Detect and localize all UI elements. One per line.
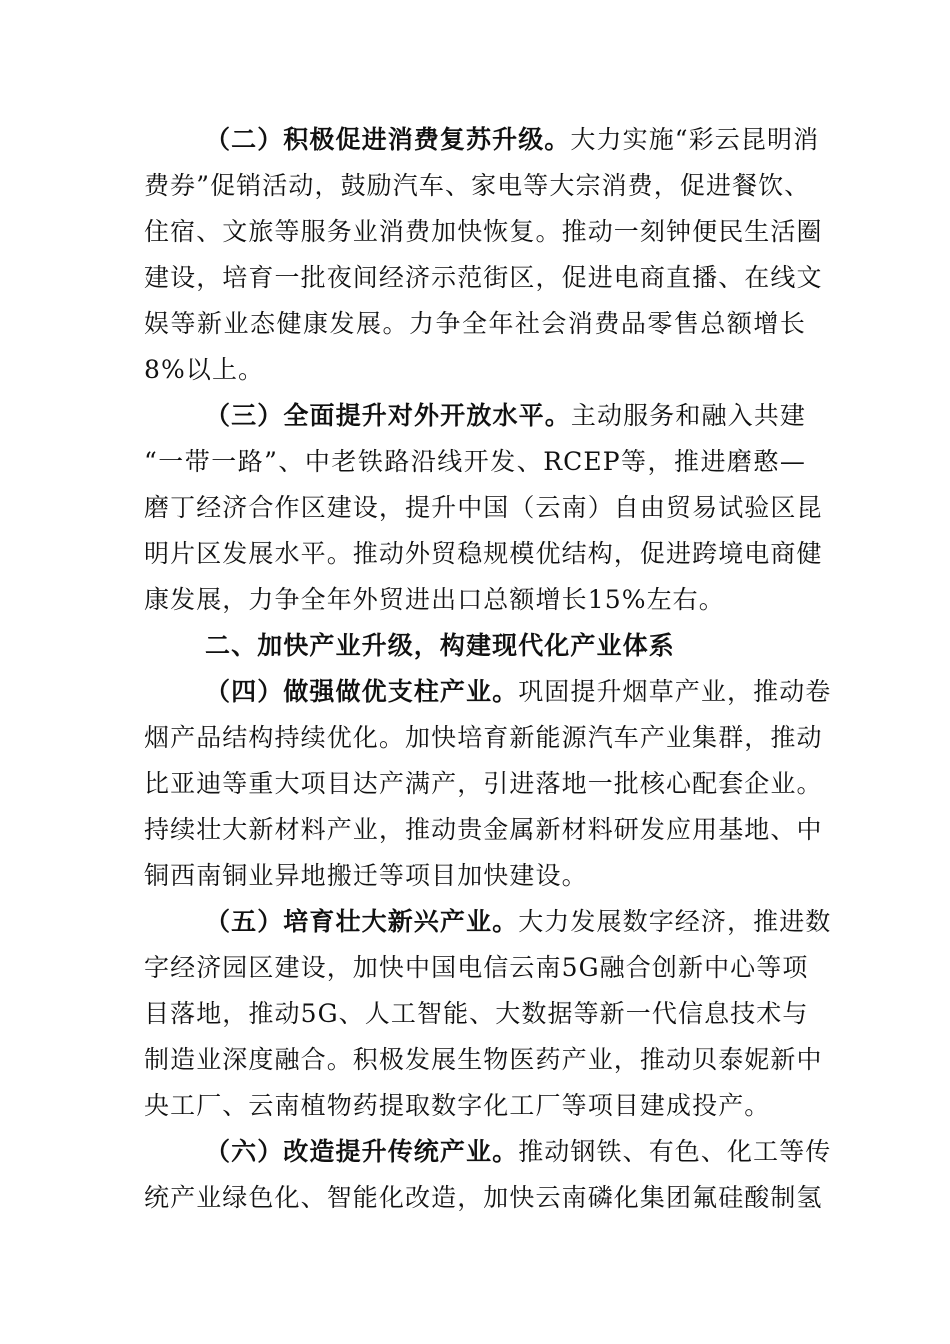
paragraph-text: 主动服务和融入共建 [570,401,806,430]
paragraph-line [205,669,832,715]
paragraph-text: 巩固提升烟草产业，推动卷 [518,677,832,706]
paragraph-line: 字经济园区建设，加快中国电信云南5G融合创新中心等项 [144,953,809,982]
paragraph-line: 费券”促销活动，鼓励汽车、家电等大宗消费，促进餐饮、 [144,171,811,200]
paragraph-text: 大力发展数字经济，推进数 [518,907,832,936]
paragraph-heading: （四）做强做优支柱产业。 [205,677,519,706]
paragraph-line: 住宿、文旅等服务业消费加快恢复。推动一刻钟便民生活圈 [144,217,823,246]
paragraph-line: 娱等新业态健康发展。力争全年社会消费品零售总额增长 [144,309,806,338]
paragraph-heading: （六）改造提升传统产业。 [205,1137,519,1166]
paragraph-line: 烟产品结构持续优化。加快培育新能源汽车产业集群，推动 [144,723,823,752]
paragraph-heading: （二）积极促进消费复苏升级。 [205,125,571,154]
paragraph-line: 持续壮大新材料产业，推动贵金属新材料研发应用基地、中 [144,815,823,844]
paragraph-line [205,393,806,439]
paragraph-text: 大力实施“彩云昆明消 [570,125,820,154]
paragraph-line: 统产业绿色化、智能化改造，加快云南磷化集团氟硅酸制氢 [144,1183,823,1212]
paragraph-line: 8%以上。 [144,355,265,384]
paragraph-text: 推动钢铁、有色、化工等传 [518,1137,832,1166]
paragraph-line [205,899,832,945]
paragraph-line: 目落地，推动5G、人工智能、大数据等新一代信息技术与 [144,999,809,1028]
paragraph-line: 磨丁经济合作区建设，提升中国（云南）自由贸易试验区昆 [144,493,823,522]
paragraph-line: 铜西南铜业异地搬迁等项目加快建设。 [144,861,588,890]
section-title: 二、加快产业升级，构建现代化产业体系 [205,631,675,660]
paragraph-line [205,117,820,163]
paragraph-line: 央工厂、云南植物药提取数字化工厂等项目建成投产。 [144,1091,771,1120]
paragraph-line: 建设，培育一批夜间经济示范街区，促进电商直播、在线文 [144,263,823,292]
paragraph-line: “一带一路”、中老铁路沿线开发、RCEP等，推进磨憨— [144,447,806,476]
paragraph-line: 比亚迪等重大项目达产满产，引进落地一批核心配套企业。 [144,769,823,798]
paragraph-line: 明片区发展水平。推动外贸稳规模优结构，促进跨境电商健 [144,539,823,568]
paragraph-line [205,1129,832,1175]
paragraph-heading: （三）全面提升对外开放水平。 [205,401,571,430]
paragraph-heading: （五）培育壮大新兴产业。 [205,907,519,936]
paragraph-line: 康发展，力争全年外贸进出口总额增长15%左右。 [144,585,725,614]
paragraph-line: 制造业深度融合。积极发展生物医药产业，推动贝泰妮新中 [144,1045,823,1074]
